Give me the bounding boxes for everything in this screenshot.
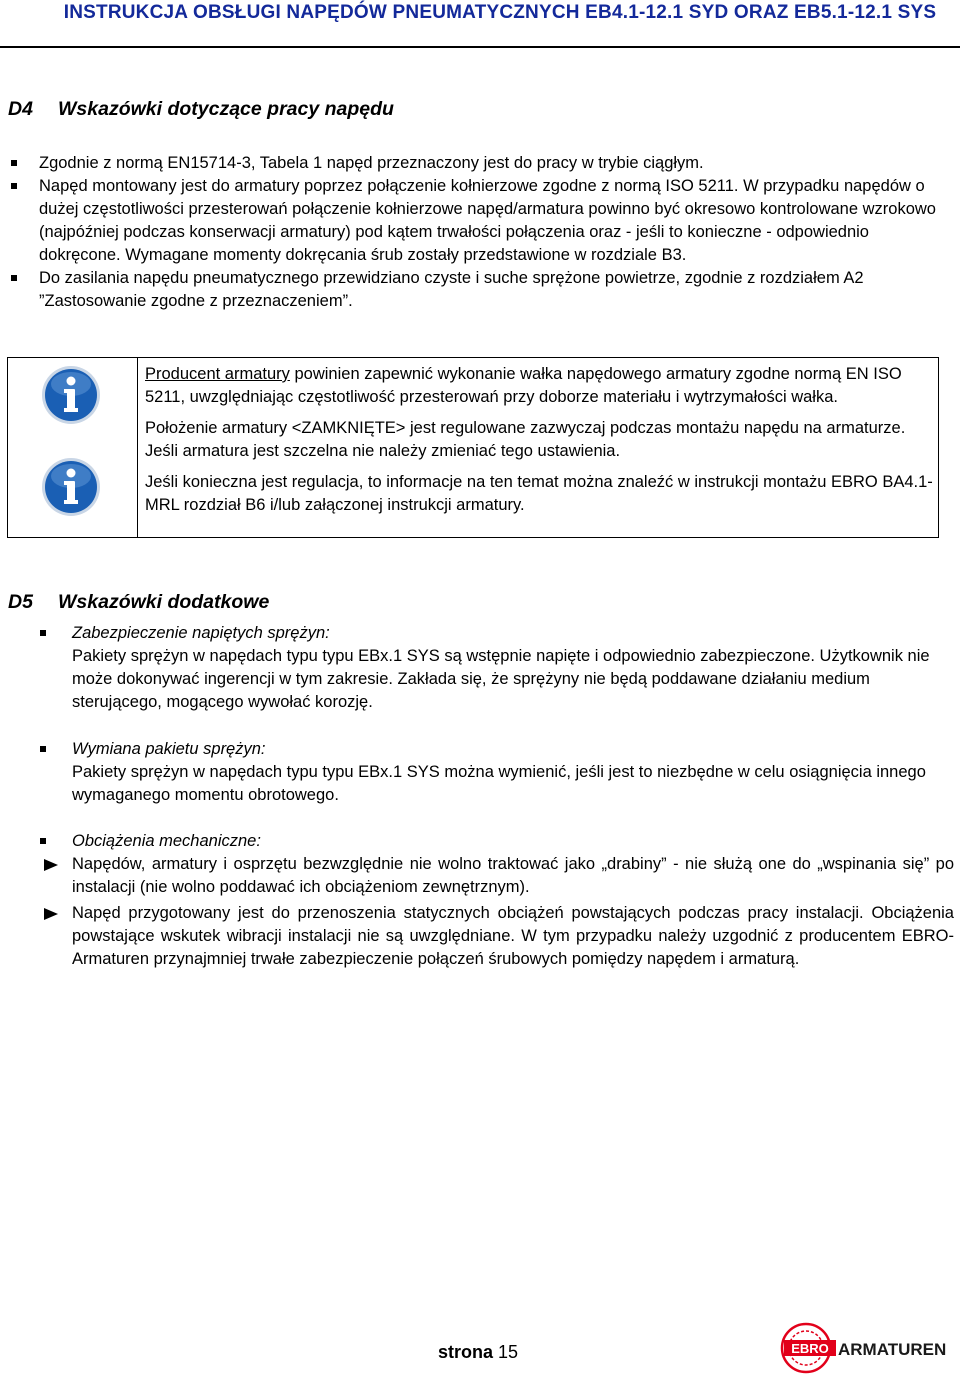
d4-bullet-list — [7, 152, 947, 313]
note-underlined-text: Producent armatury — [145, 365, 290, 383]
page-number-value: 15 — [498, 1342, 519, 1362]
document-header: INSTRUKCJA OBSŁUGI NAPĘDÓW PNEUMATYCZNYCH EB4.1-12.1 SYD ORAZ EB5.1-12.1 SYS — [63, 2, 937, 23]
arrow-item — [44, 902, 954, 971]
info-note-box — [7, 357, 939, 538]
d5-item — [40, 738, 950, 807]
note-paragraph: Jeśli konieczna jest regulacja, to informacje na ten temat można znaleźć w instrukcji montażu EBRO BA4.1-MRL rozdział B6 i/lub załączonej instrukcji armatury. — [145, 473, 933, 514]
section-title-text: Wskazówki dotyczące pracy napędu — [58, 98, 394, 120]
list-item: Zgodnie z normą EN15714-3, Tabela 1 napęd przeznaczony jest do pracy w trybie ciągłym. — [7, 152, 947, 175]
d5-item — [40, 622, 950, 714]
item-text: Pakiety sprężyn w napędach typu typu EBx.1 SYS są wstępnie napięte i odpowiednio zabezpieczone. Użytkownik nie może dokonywać ingerencji w tym zakresie. Zakłada się, że sprężyny nie będą poddawane działaniu medium sterującego, mogącego wywołać korozję. — [72, 647, 930, 711]
item-heading: Zabezpieczenie napiętych sprężyn: — [72, 624, 330, 642]
item-text: Pakiety sprężyn w napędach typu typu EBx.1 SYS można wymienić, jeśli jest to niezbędne w celu osiągnięcia innego wymaganego momentu obrotowego. — [72, 763, 926, 804]
info-icon — [40, 364, 102, 426]
header-rule — [0, 46, 960, 48]
ebro-armaturen-logo — [780, 1322, 956, 1374]
bullet-mark — [40, 838, 46, 844]
info-note-text — [145, 363, 935, 525]
arrow-right-icon — [44, 859, 58, 871]
section-title-text: Wskazówki dodatkowe — [58, 591, 270, 613]
section-number: D5 — [8, 591, 33, 613]
bullet-mark — [40, 630, 46, 636]
note-paragraph — [145, 363, 935, 409]
note-paragraph: Położenie armatury <ZAMKNIĘTE> jest regulowane zazwyczaj podczas montażu napędu na armaturze. Jeśli armatura jest szczelna nie należy zmieniać tego ustawienia. — [145, 419, 906, 460]
logo-text-right: ARMATUREN — [838, 1340, 947, 1359]
arrow-item-text: Napędów, armatury i osprzętu bezwzględnie nie wolno traktować jako „drabiny” - nie służą one do „wspinania się” po instalacji (nie wolno poddawać ich obciążeniom zewnętrznym). — [72, 855, 954, 896]
list-item: Napęd montowany jest do armatury poprzez połączenie kołnierzowe zgodne z normą ISO 5211. W przypadku napędów o dużej częstotliwości przesterowań połączenie kołnierzowe napęd/armatura powinno być okresowo kontrolowane wzrokowo (najpóźniej podczas konserwacji armatury) pod kątem trwałości połączenia oraz - jeśli to konieczne - odpowiednio dokręcone. Wymagane momenty dokręcania śrub zostały przedstawione w rozdziale B3. — [7, 175, 947, 267]
page-label: strona — [438, 1342, 494, 1362]
info-icon-column — [8, 358, 138, 537]
arrow-item-text: Napęd przygotowany jest do przenoszenia statycznych obciążeń powstających podczas pracy instalacji. Obciążenia powstające wskutek wibracji instalacji nie są uwzględniane. W tym przypadku należy uzgodnić z producentem EBRO-Armaturen przynajmniej trwałe zabezpieczenie połączeń śrubowych pomiędzy napędem i armaturą. — [72, 904, 954, 968]
logo-text-left: EBRO — [791, 1341, 829, 1356]
section-d5-title — [8, 591, 269, 614]
item-heading: Wymiana pakietu sprężyn: — [72, 740, 266, 758]
item-heading: Obciążenia mechaniczne: — [72, 832, 261, 850]
arrow-right-icon — [44, 908, 58, 920]
list-item: Do zasilania napędu pneumatycznego przewidziano czyste i suche sprężone powietrze, zgodnie z rozdziałem A2 ”Zastosowanie zgodne z przeznaczeniem”. — [7, 267, 947, 313]
bullet-mark — [40, 746, 46, 752]
section-number: D4 — [8, 98, 33, 120]
d5-item — [40, 830, 954, 971]
section-d4-title — [8, 98, 394, 121]
note-text: powinien zapewnić wykonanie wałka napędowego armatury zgodne normą EN ISO 5211, uwzględniając częstotliwość przesterowań przy doborze materiału i wytrzymałości wałka. — [145, 365, 902, 406]
arrow-item — [44, 853, 954, 899]
page-number — [438, 1342, 518, 1363]
info-icon — [40, 456, 102, 518]
